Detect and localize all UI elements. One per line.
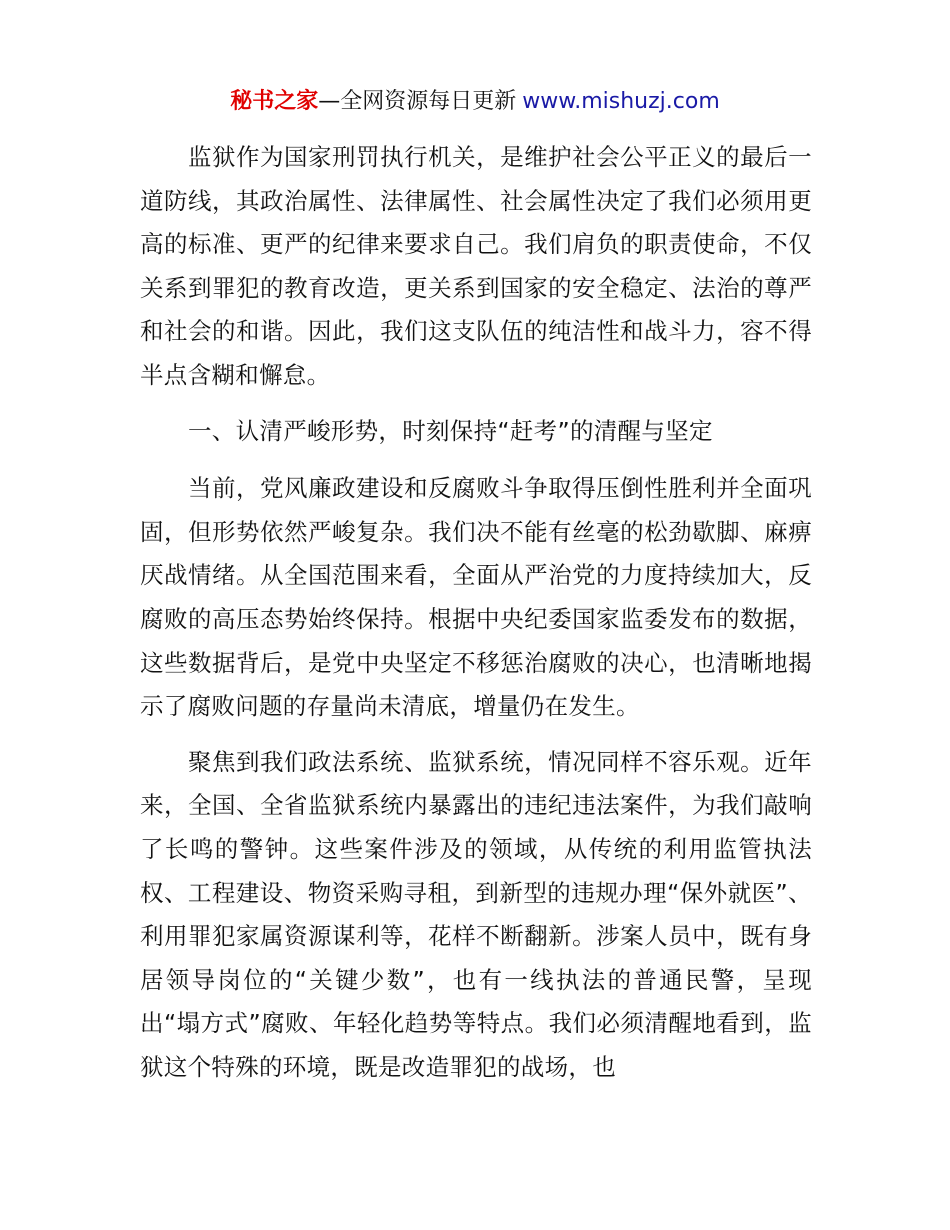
brand-name: 秘书之家 bbox=[230, 89, 319, 114]
header-tagline: —全网资源每日更新 bbox=[318, 89, 517, 114]
site-header bbox=[0, 86, 950, 118]
paragraph-intro: 监狱作为国家刑罚执行机关，是维护社会公平正义的最后一道防线，其政治属性、法律属性、社会属性决定了我们必须用更高的标准、更严的纪律来要求自己。我们肩负的职责使命，不仅关系到罪犯的教育改造，更关系到国家的安全稳定、法治的尊严和社会的和谐。因此，我们这支队伍的纯洁性和战斗力，容不得半点含糊和懈怠。 bbox=[140, 143, 812, 389]
document-body bbox=[140, 136, 812, 1101]
paragraph-system: 聚焦到我们政法系统、监狱系统，情况同样不容乐观。近年来，全国、全省监狱系统内暴露出的违纪违法案件，为我们敲响了长鸣的警钟。这些案件涉及的领域，从传统的利用监管执法权、工程建设、物资采购寻租，到新型的违规办理“保外就医”、利用罪犯家属资源谋利等，花样不断翻新。涉案人员中，既有身居领导岗位的“关键少数”，也有一线执法的普通民警，呈现出“塌方式”腐败、年轻化趋势等特点。我们必须清醒地看到，监狱这个特殊的环境，既是改造罪犯的战场，也 bbox=[140, 747, 812, 1081]
site-url-link[interactable]: www.mishuzj.com bbox=[522, 89, 720, 114]
section-heading-1: 一、认清严峻形势，时刻保持“赶考”的清醒与坚定 bbox=[188, 416, 713, 445]
paragraph-situation: 当前，党风廉政建设和反腐败斗争取得压倒性胜利并全面巩固，但形势依然严峻复杂。我们决不能有丝毫的松劲歇脚、麻痹厌战情绪。从全国范围来看，全面从严治党的力度持续加大，反腐败的高压态势始终保持。根据中央纪委国家监委发布的数据，这些数据背后，是党中央坚定不移惩治腐败的决心，也清晰地揭示了腐败问题的存量尚未清底，增量仍在发生。 bbox=[140, 474, 812, 721]
